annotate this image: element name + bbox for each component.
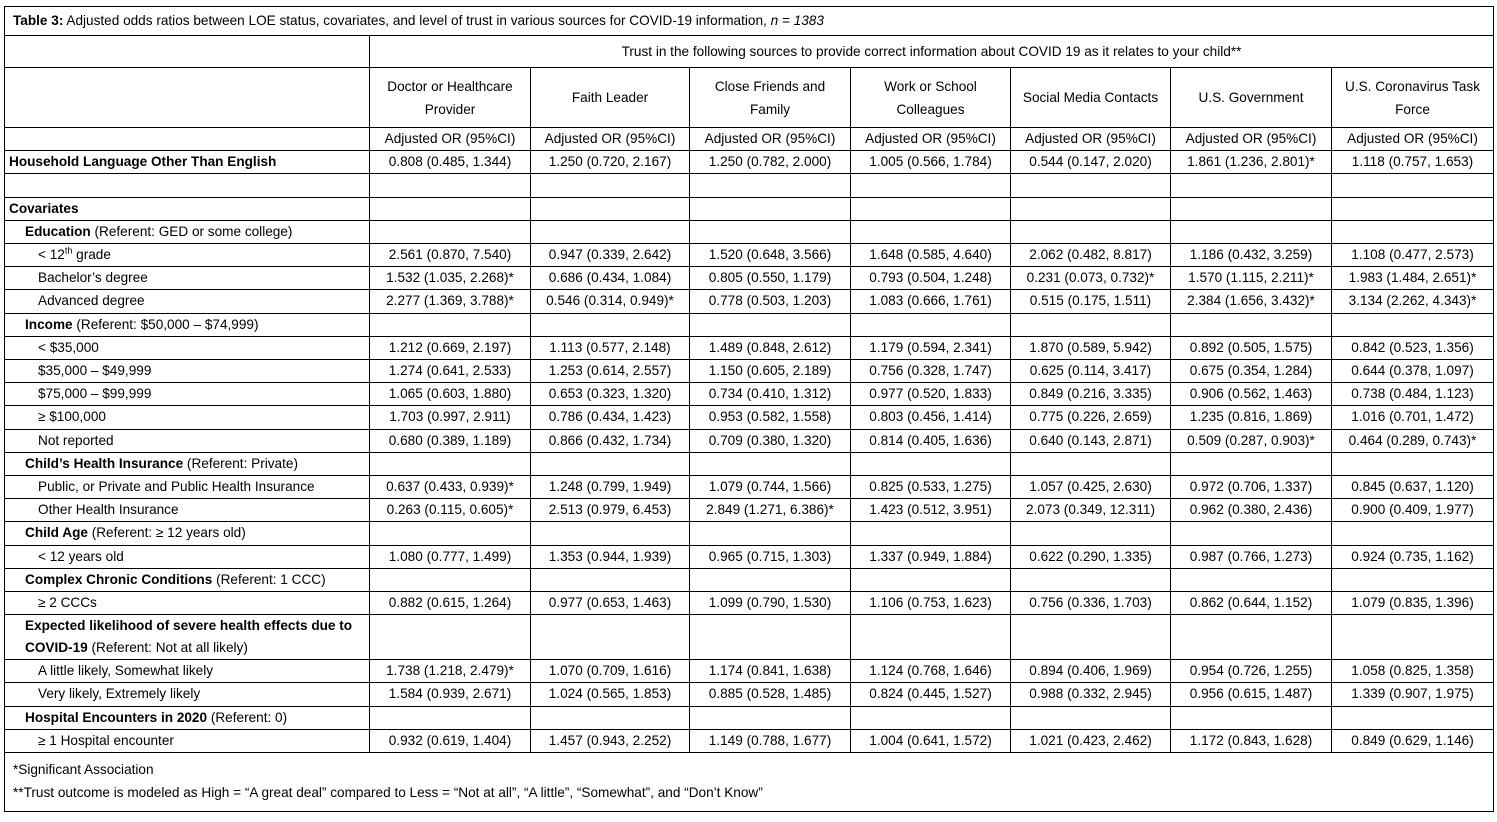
odds-ratio-cell: 2.073 (0.349, 12.311) <box>1011 499 1171 522</box>
odds-ratio-cell: 0.653 (0.323, 1.320) <box>531 383 690 406</box>
odds-ratio-cell: 2.277 (1.369, 3.788)* <box>370 290 531 313</box>
odds-ratio-cell: 0.814 (0.405, 1.636) <box>851 429 1011 452</box>
odds-ratio-cell <box>531 197 690 220</box>
odds-ratio-cell <box>370 313 531 336</box>
subheader-cell: Adjusted OR (95%CI) <box>1011 128 1171 151</box>
odds-ratio-cell <box>690 615 851 660</box>
odds-ratio-cell: 0.734 (0.410, 1.312) <box>690 383 851 406</box>
odds-ratio-cell: 0.778 (0.503, 1.203) <box>690 290 851 313</box>
table-notes <box>5 753 1494 812</box>
odds-ratio-cell: 0.544 (0.147, 2.020) <box>1011 151 1171 174</box>
odds-ratio-cell <box>1332 313 1494 336</box>
row-label-text: ≥ 2 CCCs <box>38 595 97 611</box>
odds-ratio-cell: 0.866 (0.432, 1.734) <box>531 429 690 452</box>
odds-ratio-cell <box>690 568 851 591</box>
odds-ratio-cell: 1.457 (0.943, 2.252) <box>531 729 690 752</box>
super-header: Trust in the following sources to provide correct information about COVID 19 as it relates to your child** <box>370 36 1494 68</box>
table-row <box>5 683 1494 706</box>
row-label-text: Public, or Private and Public Health Insurance <box>38 479 315 495</box>
row-label-bold: Education <box>25 223 91 239</box>
odds-ratio-cell: 0.894 (0.406, 1.969) <box>1011 660 1171 683</box>
odds-ratio-cell: 1.703 (0.997, 2.911) <box>370 406 531 429</box>
odds-ratio-cell <box>1332 568 1494 591</box>
odds-ratio-cell: 0.842 (0.523, 1.356) <box>1332 336 1494 359</box>
odds-ratio-cell: 0.825 (0.533, 1.275) <box>851 476 1011 499</box>
table-row <box>5 522 1494 545</box>
odds-ratio-cell <box>690 220 851 243</box>
odds-ratio-cell <box>1011 452 1171 475</box>
odds-ratio-cell <box>851 452 1011 475</box>
row-label-text: ≥ $100,000 <box>38 409 106 425</box>
odds-ratio-cell <box>531 452 690 475</box>
odds-ratio-cell: 0.845 (0.637, 1.120) <box>1332 476 1494 499</box>
odds-ratio-cell: 0.805 (0.550, 1.179) <box>690 267 851 290</box>
odds-ratio-cell <box>1011 174 1171 197</box>
row-label <box>5 683 370 706</box>
odds-ratio-cell: 0.824 (0.445, 1.527) <box>851 683 1011 706</box>
table-row <box>5 244 1494 267</box>
column-header: U.S. Government <box>1171 68 1332 128</box>
table-row <box>5 197 1494 220</box>
subheader-cell: Adjusted OR (95%CI) <box>1171 128 1332 151</box>
subheader-cell: Adjusted OR (95%CI) <box>531 128 690 151</box>
row-label <box>5 313 370 336</box>
odds-ratio-cell <box>531 220 690 243</box>
odds-ratio-cell <box>1011 568 1171 591</box>
odds-ratio-cell: 1.113 (0.577, 2.148) <box>531 336 690 359</box>
odds-ratio-cell: 0.924 (0.735, 1.162) <box>1332 545 1494 568</box>
odds-ratio-cell: 2.513 (0.979, 6.453) <box>531 499 690 522</box>
empty-header-cell <box>5 36 370 68</box>
row-label-text: (Referent: 0) <box>207 709 288 725</box>
odds-ratio-cell: 1.520 (0.648, 3.566) <box>690 244 851 267</box>
row-label <box>5 592 370 615</box>
row-label-bold: Child Age <box>25 525 88 541</box>
odds-ratio-cell <box>851 522 1011 545</box>
table-row <box>5 592 1494 615</box>
odds-ratio-cell: 1.186 (0.432, 3.259) <box>1171 244 1332 267</box>
odds-ratio-cell: 1.149 (0.788, 1.677) <box>690 729 851 752</box>
row-label <box>5 429 370 452</box>
odds-ratio-cell <box>851 706 1011 729</box>
table-row <box>5 313 1494 336</box>
row-label <box>5 615 370 660</box>
row-label <box>5 174 370 197</box>
odds-ratio-cell: 0.509 (0.287, 0.903)* <box>1171 429 1332 452</box>
odds-ratio-cell <box>851 568 1011 591</box>
odds-ratio-cell: 0.954 (0.726, 1.255) <box>1171 660 1332 683</box>
odds-ratio-cell <box>690 197 851 220</box>
table-title-n: n = 1383 <box>770 13 824 28</box>
table-title <box>5 7 1494 36</box>
odds-ratio-cell <box>851 220 1011 243</box>
odds-ratio-cell: 1.108 (0.477, 2.573) <box>1332 244 1494 267</box>
odds-ratio-cell: 0.803 (0.456, 1.414) <box>851 406 1011 429</box>
odds-ratio-cell: 0.515 (0.175, 1.511) <box>1011 290 1171 313</box>
odds-ratio-cell: 1.212 (0.669, 2.197) <box>370 336 531 359</box>
row-label-text: $35,000 – $49,999 <box>38 363 152 379</box>
odds-ratio-cell: 0.625 (0.114, 3.417) <box>1011 360 1171 383</box>
odds-ratio-cell <box>1171 220 1332 243</box>
odds-ratio-cell: 1.250 (0.720, 2.167) <box>531 151 690 174</box>
odds-ratio-cell: 0.756 (0.328, 1.747) <box>851 360 1011 383</box>
odds-ratio-cell: 1.079 (0.744, 1.566) <box>690 476 851 499</box>
odds-ratio-cell <box>370 615 531 660</box>
odds-ratio-cell: 1.124 (0.768, 1.646) <box>851 660 1011 683</box>
odds-ratio-cell <box>1332 452 1494 475</box>
odds-ratio-cell <box>690 313 851 336</box>
super-header-row <box>5 36 1494 68</box>
row-label-bold: Complex Chronic Conditions <box>25 571 213 587</box>
row-label-text: (Referent: GED or some college) <box>90 223 293 239</box>
row-label-text: Advanced degree <box>38 293 145 309</box>
subheader-cell: Adjusted OR (95%CI) <box>1332 128 1494 151</box>
odds-ratio-cell: 1.118 (0.757, 1.653) <box>1332 151 1494 174</box>
table-row <box>5 476 1494 499</box>
odds-ratio-cell <box>1011 197 1171 220</box>
table-row <box>5 429 1494 452</box>
row-label <box>5 522 370 545</box>
odds-ratio-cell <box>1171 706 1332 729</box>
subheader-row <box>5 128 1494 151</box>
table-row <box>5 452 1494 475</box>
row-label-text: < 12 <box>38 247 65 262</box>
row-label <box>5 383 370 406</box>
odds-ratio-cell: 2.062 (0.482, 8.817) <box>1011 244 1171 267</box>
table-row <box>5 336 1494 359</box>
odds-ratio-cell: 0.709 (0.380, 1.320) <box>690 429 851 452</box>
column-header: U.S. Coronavirus Task Force <box>1332 68 1494 128</box>
odds-ratio-cell: 1.584 (0.939, 2.671) <box>370 683 531 706</box>
table-note: **Trust outcome is modeled as High = “A great deal” compared to Less = “Not at all”, “A little”, “Somewhat”, and “Don’t Know” <box>13 785 763 801</box>
row-label-bold: Covariates <box>9 200 79 216</box>
odds-ratio-cell: 1.870 (0.589, 5.942) <box>1011 336 1171 359</box>
odds-ratio-cell <box>1332 706 1494 729</box>
odds-ratio-cell: 1.570 (1.115, 2.211)* <box>1171 267 1332 290</box>
odds-ratio-cell: 0.808 (0.485, 1.344) <box>370 151 531 174</box>
row-label-text: (Referent: Not at all likely) <box>87 640 248 656</box>
table-row <box>5 174 1494 197</box>
odds-ratio-cell: 0.988 (0.332, 2.945) <box>1011 683 1171 706</box>
odds-ratio-cell: 0.775 (0.226, 2.659) <box>1011 406 1171 429</box>
table-title-text: Adjusted odds ratios between LOE status, covariates, and level of trust in various sources for COVID-19 information, <box>63 13 771 28</box>
row-label <box>5 706 370 729</box>
odds-ratio-cell <box>370 522 531 545</box>
row-label-bold: Hospital Encounters in 2020 <box>25 709 208 725</box>
odds-ratio-cell: 1.274 (0.641, 2.533) <box>370 360 531 383</box>
row-label <box>5 729 370 752</box>
row-label-text: (Referent: $50,000 – $74,999) <box>72 316 259 332</box>
odds-ratio-cell <box>1011 220 1171 243</box>
odds-ratio-cell <box>1332 220 1494 243</box>
odds-ratio-cell <box>370 452 531 475</box>
row-label-bold: Expected likelihood of severe health effects due to COVID-19 <box>25 618 353 656</box>
odds-ratio-cell: 0.231 (0.073, 0.732)* <box>1011 267 1171 290</box>
table-row <box>5 220 1494 243</box>
odds-ratio-cell <box>1011 313 1171 336</box>
odds-ratio-cell: 1.004 (0.641, 1.572) <box>851 729 1011 752</box>
odds-ratio-cell: 1.423 (0.512, 3.951) <box>851 499 1011 522</box>
odds-ratio-cell: 1.065 (0.603, 1.880) <box>370 383 531 406</box>
odds-ratio-cell: 1.983 (1.484, 2.651)* <box>1332 267 1494 290</box>
row-label-bold: Income <box>25 316 73 332</box>
odds-ratio-cell: 1.021 (0.423, 2.462) <box>1011 729 1171 752</box>
row-label <box>5 244 370 267</box>
odds-ratio-cell: 0.862 (0.644, 1.152) <box>1171 592 1332 615</box>
odds-ratio-cell <box>1171 174 1332 197</box>
odds-ratio-cell <box>1171 568 1332 591</box>
column-header: Doctor or Healthcare Provider <box>370 68 531 128</box>
odds-ratio-cell <box>1171 615 1332 660</box>
odds-ratio-cell: 1.248 (0.799, 1.949) <box>531 476 690 499</box>
table-row <box>5 545 1494 568</box>
table-row <box>5 267 1494 290</box>
table-row <box>5 360 1494 383</box>
odds-ratio-cell: 0.885 (0.528, 1.485) <box>690 683 851 706</box>
odds-ratio-cell: 0.892 (0.505, 1.575) <box>1171 336 1332 359</box>
odds-ratio-cell: 0.987 (0.766, 1.273) <box>1171 545 1332 568</box>
odds-ratio-cell: 1.648 (0.585, 4.640) <box>851 244 1011 267</box>
odds-ratio-cell: 0.977 (0.653, 1.463) <box>531 592 690 615</box>
notes-row <box>5 753 1494 812</box>
odds-ratio-cell: 1.058 (0.825, 1.358) <box>1332 660 1494 683</box>
odds-ratio-cell: 0.900 (0.409, 1.977) <box>1332 499 1494 522</box>
odds-ratio-cell <box>1011 615 1171 660</box>
row-label-text: A little likely, Somewhat likely <box>38 663 214 679</box>
row-label <box>5 220 370 243</box>
row-label-bold: Household Language Other Than English <box>9 154 277 170</box>
table-row <box>5 660 1494 683</box>
odds-ratio-cell: 1.106 (0.753, 1.623) <box>851 592 1011 615</box>
odds-ratio-cell: 2.561 (0.870, 7.540) <box>370 244 531 267</box>
odds-ratio-cell: 1.337 (0.949, 1.884) <box>851 545 1011 568</box>
odds-ratio-cell: 0.644 (0.378, 1.097) <box>1332 360 1494 383</box>
odds-ratio-cell: 1.024 (0.565, 1.853) <box>531 683 690 706</box>
odds-ratio-cell: 0.738 (0.484, 1.123) <box>1332 383 1494 406</box>
odds-ratio-cell: 0.953 (0.582, 1.558) <box>690 406 851 429</box>
odds-ratio-cell: 1.250 (0.782, 2.000) <box>690 151 851 174</box>
table-title-row <box>5 7 1494 36</box>
row-label <box>5 568 370 591</box>
table-container <box>4 6 1493 812</box>
subheader-cell: Adjusted OR (95%CI) <box>690 128 851 151</box>
table-row <box>5 383 1494 406</box>
odds-ratio-cell: 0.906 (0.562, 1.463) <box>1171 383 1332 406</box>
column-header: Faith Leader <box>531 68 690 128</box>
row-label-text: < 12 years old <box>38 548 124 564</box>
odds-ratio-cell: 0.882 (0.615, 1.264) <box>370 592 531 615</box>
table-row <box>5 706 1494 729</box>
odds-ratio-cell: 0.977 (0.520, 1.833) <box>851 383 1011 406</box>
row-label-superscript: th <box>64 245 73 256</box>
column-header: Social Media Contacts <box>1011 68 1171 128</box>
odds-ratio-cell <box>851 174 1011 197</box>
odds-ratio-cell: 0.686 (0.434, 1.084) <box>531 267 690 290</box>
odds-ratio-cell: 0.546 (0.314, 0.949)* <box>531 290 690 313</box>
row-label <box>5 406 370 429</box>
odds-ratio-cell <box>1332 615 1494 660</box>
odds-ratio-cell <box>531 313 690 336</box>
row-label-text: Very likely, Extremely likely <box>38 686 201 702</box>
odds-ratio-cell <box>531 706 690 729</box>
odds-ratio-cell: 1.172 (0.843, 1.628) <box>1171 729 1332 752</box>
odds-ratio-cell: 0.786 (0.434, 1.423) <box>531 406 690 429</box>
odds-ratio-cell <box>1332 522 1494 545</box>
odds-ratio-cell <box>1011 706 1171 729</box>
column-header-row <box>5 68 1494 128</box>
odds-ratio-cell <box>690 522 851 545</box>
odds-ratio-cell: 1.339 (0.907, 1.975) <box>1332 683 1494 706</box>
row-label-text: (Referent: Private) <box>183 455 298 471</box>
odds-ratio-cell: 1.079 (0.835, 1.396) <box>1332 592 1494 615</box>
row-label <box>5 151 370 174</box>
odds-ratio-cell: 0.263 (0.115, 0.605)* <box>370 499 531 522</box>
subheader-cell: Adjusted OR (95%CI) <box>370 128 531 151</box>
table-row <box>5 499 1494 522</box>
column-header: Close Friends and Family <box>690 68 851 128</box>
empty-header-cell <box>5 68 370 128</box>
odds-ratio-cell <box>1332 197 1494 220</box>
odds-ratio-cell <box>531 174 690 197</box>
odds-ratio-cell <box>851 313 1011 336</box>
odds-ratio-cell: 1.738 (1.218, 2.479)* <box>370 660 531 683</box>
odds-ratio-cell: 0.972 (0.706, 1.337) <box>1171 476 1332 499</box>
row-label <box>5 476 370 499</box>
table-row <box>5 568 1494 591</box>
row-label <box>5 360 370 383</box>
odds-ratio-cell: 0.793 (0.504, 1.248) <box>851 267 1011 290</box>
odds-ratio-cell: 2.849 (1.271, 6.386)* <box>690 499 851 522</box>
odds-ratio-cell <box>690 452 851 475</box>
odds-ratio-cell <box>370 706 531 729</box>
odds-ratio-cell: 0.849 (0.216, 3.335) <box>1011 383 1171 406</box>
row-label-text: Other Health Insurance <box>38 502 179 518</box>
odds-ratio-cell: 0.464 (0.289, 0.743)* <box>1332 429 1494 452</box>
row-label-text: Not reported <box>38 432 114 448</box>
odds-ratio-cell: 1.353 (0.944, 1.939) <box>531 545 690 568</box>
odds-ratio-cell <box>370 220 531 243</box>
odds-ratio-cell: 0.680 (0.389, 1.189) <box>370 429 531 452</box>
odds-ratio-cell <box>851 615 1011 660</box>
odds-ratio-cell: 0.637 (0.433, 0.939)* <box>370 476 531 499</box>
odds-ratio-cell: 0.640 (0.143, 2.871) <box>1011 429 1171 452</box>
row-label-suffix: grade <box>72 247 111 262</box>
row-label-text: $75,000 – $99,999 <box>38 386 152 402</box>
odds-ratio-cell <box>531 568 690 591</box>
odds-ratio-cell: 0.675 (0.354, 1.284) <box>1171 360 1332 383</box>
table-row <box>5 151 1494 174</box>
odds-ratio-cell: 1.532 (1.035, 2.268)* <box>370 267 531 290</box>
table-row <box>5 406 1494 429</box>
row-label <box>5 336 370 359</box>
odds-ratio-cell: 0.956 (0.615, 1.487) <box>1171 683 1332 706</box>
subheader-cell: Adjusted OR (95%CI) <box>851 128 1011 151</box>
odds-ratio-cell: 0.965 (0.715, 1.303) <box>690 545 851 568</box>
odds-ratio-cell: 1.174 (0.841, 1.638) <box>690 660 851 683</box>
odds-ratio-cell <box>690 706 851 729</box>
odds-ratio-cell <box>1332 174 1494 197</box>
odds-ratio-cell: 1.083 (0.666, 1.761) <box>851 290 1011 313</box>
odds-ratio-cell <box>370 174 531 197</box>
odds-ratio-cell: 0.947 (0.339, 2.642) <box>531 244 690 267</box>
odds-ratio-cell <box>1171 522 1332 545</box>
odds-ratio-cell: 1.489 (0.848, 2.612) <box>690 336 851 359</box>
row-label <box>5 267 370 290</box>
odds-ratio-cell <box>370 568 531 591</box>
row-label-text: Bachelor’s degree <box>38 270 148 286</box>
table-note: *Significant Association <box>13 762 154 778</box>
odds-ratio-cell <box>1171 452 1332 475</box>
odds-ratio-cell: 1.070 (0.709, 1.616) <box>531 660 690 683</box>
odds-ratio-cell <box>1011 522 1171 545</box>
row-label-bold: Child’s Health Insurance <box>25 455 184 471</box>
column-header: Work or School Colleagues <box>851 68 1011 128</box>
row-label-text: (Referent: 1 CCC) <box>212 571 326 587</box>
odds-ratio-cell <box>531 615 690 660</box>
odds-ratio-cell: 3.134 (2.262, 4.343)* <box>1332 290 1494 313</box>
row-label <box>5 499 370 522</box>
row-label <box>5 545 370 568</box>
row-label <box>5 197 370 220</box>
odds-ratio-cell <box>851 197 1011 220</box>
table-title-prefix: Table 3: <box>13 13 64 28</box>
odds-ratio-cell <box>1171 313 1332 336</box>
odds-ratio-cell: 1.235 (0.816, 1.869) <box>1171 406 1332 429</box>
odds-ratio-cell: 0.849 (0.629, 1.146) <box>1332 729 1494 752</box>
row-label-text: ≥ 1 Hospital encounter <box>38 732 174 748</box>
row-label <box>5 660 370 683</box>
odds-ratio-cell: 2.384 (1.656, 3.432)* <box>1171 290 1332 313</box>
odds-ratio-cell: 1.150 (0.605, 2.189) <box>690 360 851 383</box>
odds-ratio-cell: 1.080 (0.777, 1.499) <box>370 545 531 568</box>
odds-ratio-cell: 0.932 (0.619, 1.404) <box>370 729 531 752</box>
empty-header-cell <box>5 128 370 151</box>
odds-ratio-cell: 1.057 (0.425, 2.630) <box>1011 476 1171 499</box>
row-label <box>5 290 370 313</box>
odds-ratio-table <box>4 6 1494 812</box>
odds-ratio-cell <box>531 522 690 545</box>
odds-ratio-cell: 1.016 (0.701, 1.472) <box>1332 406 1494 429</box>
odds-ratio-cell: 1.005 (0.566, 1.784) <box>851 151 1011 174</box>
odds-ratio-cell <box>1171 197 1332 220</box>
table-row <box>5 290 1494 313</box>
odds-ratio-cell: 1.099 (0.790, 1.530) <box>690 592 851 615</box>
odds-ratio-cell: 1.861 (1.236, 2.801)* <box>1171 151 1332 174</box>
odds-ratio-cell: 1.179 (0.594, 2.341) <box>851 336 1011 359</box>
table-row <box>5 729 1494 752</box>
odds-ratio-cell: 0.756 (0.336, 1.703) <box>1011 592 1171 615</box>
odds-ratio-cell <box>370 197 531 220</box>
row-label <box>5 452 370 475</box>
odds-ratio-cell <box>690 174 851 197</box>
table-row <box>5 615 1494 660</box>
odds-ratio-cell: 1.253 (0.614, 2.557) <box>531 360 690 383</box>
odds-ratio-cell: 0.622 (0.290, 1.335) <box>1011 545 1171 568</box>
row-label-text: < $35,000 <box>38 339 99 355</box>
row-label-text: (Referent: ≥ 12 years old) <box>87 525 246 541</box>
odds-ratio-cell: 0.962 (0.380, 2.436) <box>1171 499 1332 522</box>
